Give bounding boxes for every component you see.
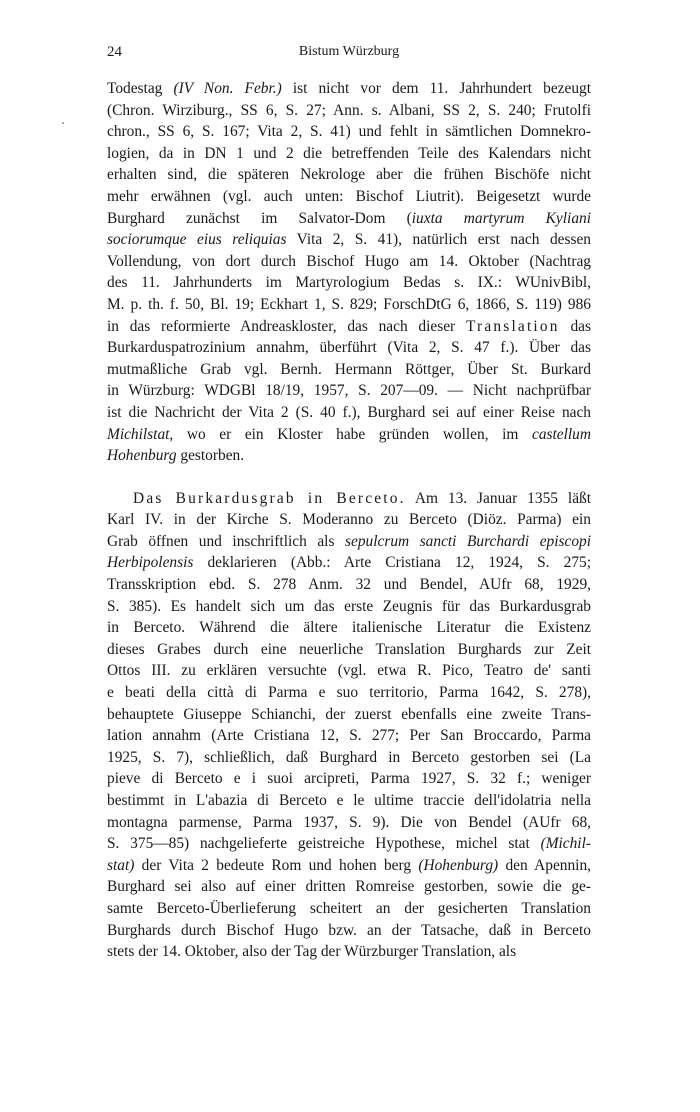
text-line [107,898,591,920]
text-run: dieses Grabes durch eine neuerliche Translation Burghards zur Zeit [107,640,591,658]
text-line [107,509,591,531]
text-run: Karl IV. in der Kirche S. Moderanno zu Berceto (Diöz. Parma) ein [107,511,591,529]
text-line [107,424,591,446]
text-line [107,100,591,122]
text-line [107,294,591,316]
italic-text: (Hohenburg) [418,856,499,874]
text-run: chron., SS 6, S. 167; Vita 2, S. 41) und fehlt in sämtlichen Domnekro- [107,123,591,141]
text-run: stets der 14. Oktober, also der Tag der Würzburger Translation, als [107,943,517,961]
running-head [107,44,591,64]
italic-text: castellum [532,425,591,443]
text-run: in Berceto. Während die ältere italienische Literatur die Existenz [107,619,591,637]
text-line [107,704,591,726]
text-run: erhalten sind, die späteren Nekrologe aber die frühen Bischöfe nicht [107,166,591,184]
text-line [107,121,591,143]
running-title: Bistum Würzburg [298,44,400,59]
text-run: ist die Nachricht der Vita 2 (S. 40 f.), Burghard sei auf einer Reise nach [107,403,591,421]
text-run: montagna parmense, Parma 1937, S. 9). Die von Bendel (AUfr 68, [107,813,591,831]
text-line [107,337,591,359]
paragraph-gap [107,467,591,488]
text-line [107,380,591,402]
text-run: S. 375—85) nachgelieferte geistreiche Hypothese, michel stat [107,835,541,853]
italic-text: Michilstat [107,425,170,443]
body-text [107,78,591,963]
text-run: Vollendung, von dort durch Bischof Hugo am 14. Oktober (Nachtrag [107,252,591,270]
text-run: S. 385). Es handelt sich um das erste Zeugnis für das Burkardusgrab [107,597,591,615]
text-line [107,639,591,661]
text-run: lation annahm (Arte Cristiana 12, S. 277; Per San Broccardo, Parma [107,727,591,745]
text-run: der Vita 2 bedeute Rom und hohen berg [134,856,419,874]
text-line [107,186,591,208]
text-run: bestimmt in L'abazia di Berceto e le ultime traccie dell'idolatria nella [107,792,591,809]
text-line [107,229,591,251]
text-run: den Apennin, [498,856,591,874]
italic-text: iuxta martyrum Kyliani [411,209,591,227]
text-run: behauptete Giuseppe Schianchi, der zuerst ebenfalls eine zweite Trans- [107,705,591,723]
italic-text: Herbipolensis [107,554,194,572]
text-line [107,833,591,855]
text-run: deklarieren (Abb.: Arte Cristiana 12, 1924, S. 275; [193,554,591,572]
text-run: Vita 2, S. 41), natürlich erst nach dessen [286,231,591,249]
paragraph [107,78,591,467]
text-line [107,402,591,424]
text-run: mehr erwähnen (vgl. auch unten: Bischof Liutrit). Beigesetzt wurde [107,187,591,205]
text-line [107,359,591,381]
italic-text: Hohenburg [107,447,177,465]
text-line [107,920,591,942]
text-line [107,316,591,338]
text-run: Burghard sei also auf einer dritten Romreise gestorben, sowie die ge- [107,878,591,896]
spaced-text: Das Burkardusgrab in Berceto. [133,489,406,507]
text-run: Burghard zunächst im Salvator-Dom ( [107,209,412,227]
text-run: logien, da in DN 1 und 2 die betreffenden Teile des Kalendars nicht [107,144,591,162]
text-line [107,208,591,230]
text-line [107,768,591,790]
text-run: (Chron. Wirziburg., SS 6, S. 27; Ann. s. Albani, SS 2, S. 240; Frutolfi [107,101,591,119]
text-run: in das reformierte Andreaskloster, das nach dieser [107,317,466,335]
text-run: Burkarduspatrozinium annahm, überführt (Vita 2, S. 47 f.). Über das [107,339,591,357]
text-line [107,272,591,294]
text-run: Transskription ebd. S. 278 Anm. 32 und Bendel, AUfr 68, 1929, [107,576,591,594]
page-number: 24 [107,44,122,60]
text-line [107,790,591,812]
margin-mark [62,122,64,124]
italic-text: (Michil- [540,835,591,853]
italic-text: sepulcrum sancti Burchardi episcopi [345,532,591,550]
text-run: gestorben. [176,447,245,465]
text-run: des 11. Jahrhunderts im Martyrologium Bedas s. IX.: WUnivBibl, [107,274,591,292]
text-run: Burghards durch Bischof Hugo bzw. an der Tatsache, daß in Berceto [107,921,591,939]
text-line [107,445,591,467]
text-line [107,488,591,510]
text-line [107,164,591,186]
spaced-text: Translation [465,317,560,335]
text-run: das [559,317,591,335]
text-line [107,725,591,747]
text-run: samte Berceto-Überlieferung scheitert an der gesicherten Translation [107,899,591,917]
text-run: pieve di Berceto e i suoi arcipreti, Parma 1927, S. 32 f.; weniger [107,770,591,788]
text-run: , wo er ein Kloster habe gründen wollen, im [169,425,532,443]
text-line [107,876,591,898]
text-line [107,747,591,769]
italic-text: sociorumque eius reliquias [107,231,287,249]
text-line [107,941,591,963]
paragraph [107,488,591,963]
italic-text: (IV Non. Febr.) [173,80,282,97]
text-run: mutmaßliche Grab vgl. Bernh. Hermann Röttger, Über St. Burkard [107,360,591,378]
text-run: Grab öffnen und inschriftlich als [107,532,346,550]
text-line [107,682,591,704]
text-line [107,855,591,877]
text-run: Am 13. Januar 1355 läßt [405,489,591,507]
text-run: Ottos III. zu erklären versuchte (vgl. etwa R. Pico, Teatro de' santi [107,662,591,680]
text-run: in Würzburg: WDGBl 18/19, 1957, S. 207—09. — Nicht nachprüfbar [107,382,591,400]
text-line [107,531,591,553]
text-run: 1925, S. 7), schließlich, daß Burghard in Berceto gestorben sei (La [107,748,591,766]
text-line [107,143,591,165]
text-run: ist nicht vor dem 11. Jahrhundert bezeugt [281,80,591,97]
text-run: Todestag [107,80,174,97]
text-line [107,617,591,639]
text-line [107,552,591,574]
text-line [107,660,591,682]
text-line [107,251,591,273]
text-line [107,596,591,618]
text-line [107,78,591,100]
text-run: M. p. th. f. 50, Bl. 19; Eckhart 1, S. 829; ForschDtG 6, 1866, S. 119) 986 [107,295,591,313]
text-line [107,574,591,596]
text-line [107,812,591,834]
text-run: e beati della città di Parma e suo territorio, Parma 1642, S. 278), [107,684,591,702]
italic-text: stat) [107,856,135,874]
